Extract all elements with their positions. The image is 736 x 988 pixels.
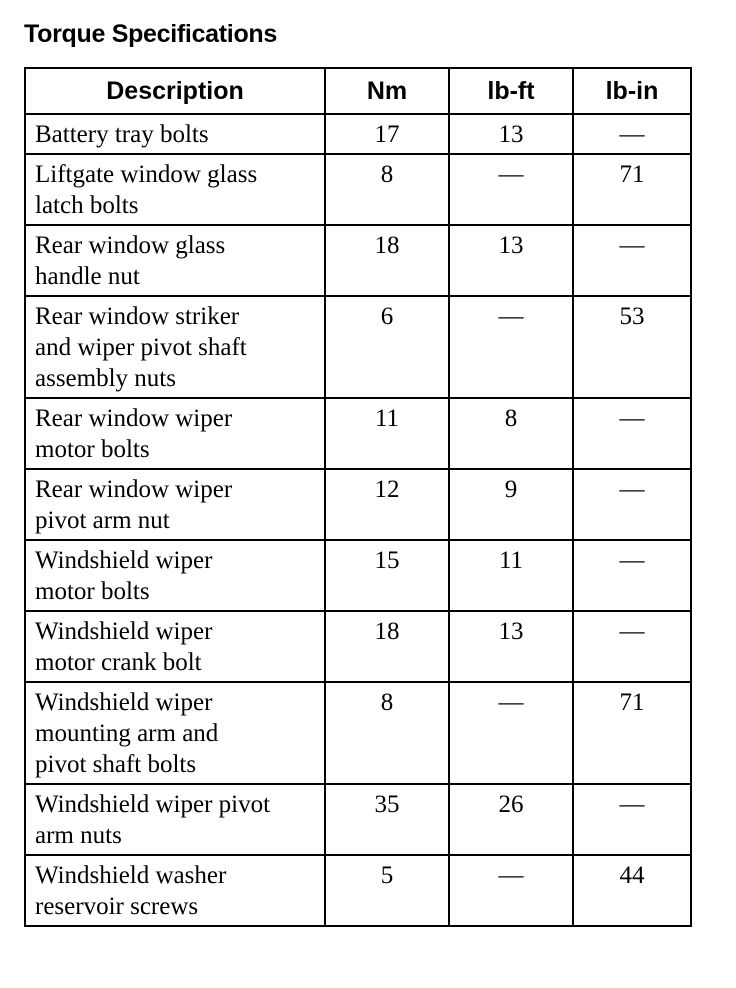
description-line: latch bolts xyxy=(35,192,139,219)
table-row xyxy=(25,114,691,154)
lb-ft-cell: 11 xyxy=(449,540,573,611)
page-title: Torque Specifications xyxy=(24,20,278,48)
table-row xyxy=(25,154,691,225)
description-cell xyxy=(25,540,325,611)
description-line: assembly nuts xyxy=(35,365,176,392)
table-row xyxy=(25,225,691,296)
description-cell xyxy=(25,682,325,784)
description-cell xyxy=(25,855,325,926)
table-row xyxy=(25,296,691,398)
nm-cell: 18 xyxy=(325,225,449,296)
description-line: and wiper pivot shaft xyxy=(35,334,247,361)
lb-in-cell: 44 xyxy=(573,855,691,926)
description-cell xyxy=(25,469,325,540)
description-cell xyxy=(25,154,325,225)
table-row xyxy=(25,469,691,540)
table-header-row xyxy=(25,68,691,114)
description-cell xyxy=(25,611,325,682)
lb-in-cell: 53 xyxy=(573,296,691,398)
description-line: Windshield washer xyxy=(35,862,227,889)
header-description: Description xyxy=(25,68,325,114)
lb-in-cell: — xyxy=(573,469,691,540)
table-row xyxy=(25,611,691,682)
description-line: pivot shaft bolts xyxy=(35,751,197,778)
description-cell xyxy=(25,114,325,154)
table-row xyxy=(25,540,691,611)
description-cell xyxy=(25,296,325,398)
description-line: motor bolts xyxy=(35,578,150,605)
description-cell xyxy=(25,225,325,296)
description-line: Liftgate window glass xyxy=(35,161,258,188)
description-line: Rear window wiper xyxy=(35,476,233,503)
description-line: Windshield wiper xyxy=(35,547,213,574)
table-row xyxy=(25,855,691,926)
header-lb-in: lb-in xyxy=(573,68,691,114)
nm-cell: 12 xyxy=(325,469,449,540)
nm-cell: 6 xyxy=(325,296,449,398)
nm-cell: 15 xyxy=(325,540,449,611)
description-line: mounting arm and xyxy=(35,720,219,747)
lb-ft-cell: — xyxy=(449,682,573,784)
lb-ft-cell: 13 xyxy=(449,225,573,296)
lb-in-cell: — xyxy=(573,398,691,469)
description-line: Rear window striker xyxy=(35,303,240,330)
nm-cell: 5 xyxy=(325,855,449,926)
nm-cell: 8 xyxy=(325,682,449,784)
lb-in-cell: — xyxy=(573,114,691,154)
lb-ft-cell: — xyxy=(449,154,573,225)
lb-ft-cell: 13 xyxy=(449,114,573,154)
table-row xyxy=(25,682,691,784)
lb-in-cell: 71 xyxy=(573,154,691,225)
description-cell xyxy=(25,784,325,855)
description-line: Battery tray bolts xyxy=(35,121,209,148)
description-line: motor bolts xyxy=(35,436,150,463)
table-row xyxy=(25,784,691,855)
lb-ft-cell: 9 xyxy=(449,469,573,540)
nm-cell: 11 xyxy=(325,398,449,469)
nm-cell: 35 xyxy=(325,784,449,855)
description-line: Windshield wiper xyxy=(35,689,213,716)
lb-in-cell: — xyxy=(573,611,691,682)
table-body xyxy=(25,114,691,926)
description-line: Windshield wiper pivot xyxy=(35,791,271,818)
lb-in-cell: — xyxy=(573,540,691,611)
lb-ft-cell: — xyxy=(449,855,573,926)
nm-cell: 17 xyxy=(325,114,449,154)
lb-ft-cell: — xyxy=(449,296,573,398)
description-line: Rear window wiper xyxy=(35,405,233,432)
header-lb-ft: lb-ft xyxy=(449,68,573,114)
description-line: reservoir screws xyxy=(35,893,199,920)
header-nm: Nm xyxy=(325,68,449,114)
description-line: pivot arm nut xyxy=(35,507,170,534)
description-cell xyxy=(25,398,325,469)
nm-cell: 8 xyxy=(325,154,449,225)
description-line: handle nut xyxy=(35,263,140,290)
lb-ft-cell: 8 xyxy=(449,398,573,469)
lb-in-cell: — xyxy=(573,225,691,296)
description-line: Windshield wiper xyxy=(35,618,213,645)
lb-in-cell: — xyxy=(573,784,691,855)
lb-ft-cell: 13 xyxy=(449,611,573,682)
description-line: motor crank bolt xyxy=(35,649,202,676)
torque-spec-table xyxy=(24,67,692,927)
description-line: Rear window glass xyxy=(35,232,226,259)
description-line: arm nuts xyxy=(35,822,122,849)
lb-ft-cell: 26 xyxy=(449,784,573,855)
nm-cell: 18 xyxy=(325,611,449,682)
lb-in-cell: 71 xyxy=(573,682,691,784)
table-row xyxy=(25,398,691,469)
